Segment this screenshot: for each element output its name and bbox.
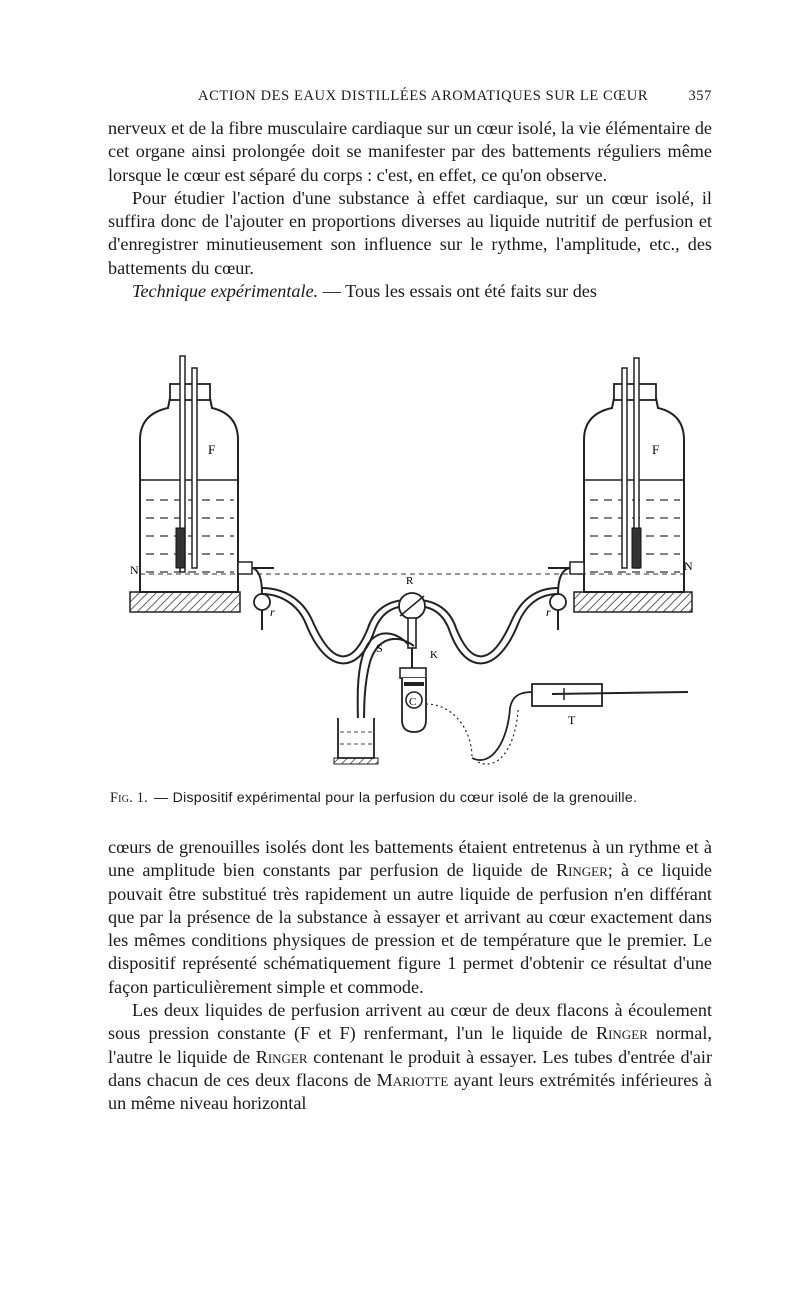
apparatus-drawing	[112, 348, 712, 780]
paragraph: nerveux et de la fibre musculaire cardiaque sur un cœur isolé, la vie élémentaire de cet organe ainsi prolongée doit se manifester par des battements réguliers même lorsque le cœur est séparé du corps : c'est, en effet, ce qu'on observe.	[108, 118, 712, 185]
right-base-plate	[574, 592, 692, 612]
label-r-right: r	[546, 605, 551, 619]
label-K: K	[430, 649, 438, 661]
author-name: Ringer	[595, 1023, 648, 1044]
label-C: C	[409, 696, 417, 708]
paragraph-text: normal, l'autre le liquide de	[108, 1023, 712, 1067]
heart-chamber-C	[400, 648, 426, 732]
label-N-left: N	[130, 563, 139, 577]
paragraph: Pour étudier l'action d'une substance à effet cardiaque, sur un cœur isolé, il suffira donc de l'ajouter en proportions diverses au liquide nutritif de perfusion et d'enregistrer minutieusement son influence sur le rythme, l'amplitude, etc., des battements du cœur.	[108, 187, 712, 278]
section-run-in-title: Technique expérimentale.	[132, 281, 319, 302]
paragraph	[108, 999, 712, 1115]
page-number: 357	[688, 88, 712, 104]
running-head-title: ACTION DES EAUX DISTILLÉES AROMATIQUES SUR LE CŒUR	[198, 88, 649, 104]
label-T: T	[568, 713, 576, 727]
running-head	[108, 88, 712, 110]
paragraph-text: ayant leurs extrémités inférieures à un même niveau horizontal	[108, 1069, 712, 1114]
caption-text: — Dispositif expérimental pour la perfusion du cœur isolé de la grenouille.	[153, 790, 638, 806]
right-mariotte-bottle	[570, 358, 684, 592]
paragraph-text: contenant le produit à essayer. Les tubes d'entrée d'air dans chacun de ces deux flacons de	[108, 1046, 712, 1090]
author-name: Mariotte	[376, 1069, 449, 1090]
top-text-block	[108, 117, 712, 303]
label-R: R	[406, 575, 414, 587]
paragraph	[108, 836, 712, 999]
recording-lever-T	[426, 684, 688, 764]
label-r-left: r	[270, 605, 275, 619]
label-F-left: F	[208, 442, 216, 457]
paragraph-text: Les deux liquides de perfusion arrivent au cœur de deux flacons à écoulement sous pression constante (F et F) renfermant, l'un le liquide de	[108, 1000, 712, 1044]
left-stopcock	[252, 568, 274, 630]
bottom-text-block	[108, 836, 712, 1116]
left-mariotte-bottle	[140, 356, 252, 592]
paragraph-text: cœurs de grenouilles isolés dont les battements étaient entretenus à un rythme et à une amplitude bien constants par perfusion de liquide de	[108, 837, 712, 881]
caption-label: Fig. 1.	[110, 790, 148, 806]
label-F-right: F	[652, 442, 660, 457]
paragraph-text: ; à ce liquide pouvait être substitué très rapidement un autre liquide de perfusion n'en différant que par la présence de la substance à essayer et arrivant au cœur exactement dans les mêmes conditions physiques de pression et de température que le premier. Le dispositif représenté schématiquement figure 1 permet d'obtenir ce résultat d'une façon particulièrement simple et commode.	[108, 860, 712, 997]
siphon-tube-S	[358, 633, 408, 728]
label-S: S	[376, 641, 383, 655]
paragraph	[108, 280, 712, 303]
right-stopcock	[548, 568, 570, 630]
label-N-right: N	[684, 559, 693, 573]
collecting-beaker	[334, 718, 378, 764]
left-base-plate	[130, 592, 240, 612]
figure-perfusion-apparatus	[112, 348, 712, 780]
figure-caption	[110, 790, 720, 807]
author-name: Ringer	[255, 1046, 308, 1067]
paragraph-text: — Tous les essais ont été faits sur des	[318, 281, 597, 302]
author-name: Ringer	[555, 860, 608, 881]
